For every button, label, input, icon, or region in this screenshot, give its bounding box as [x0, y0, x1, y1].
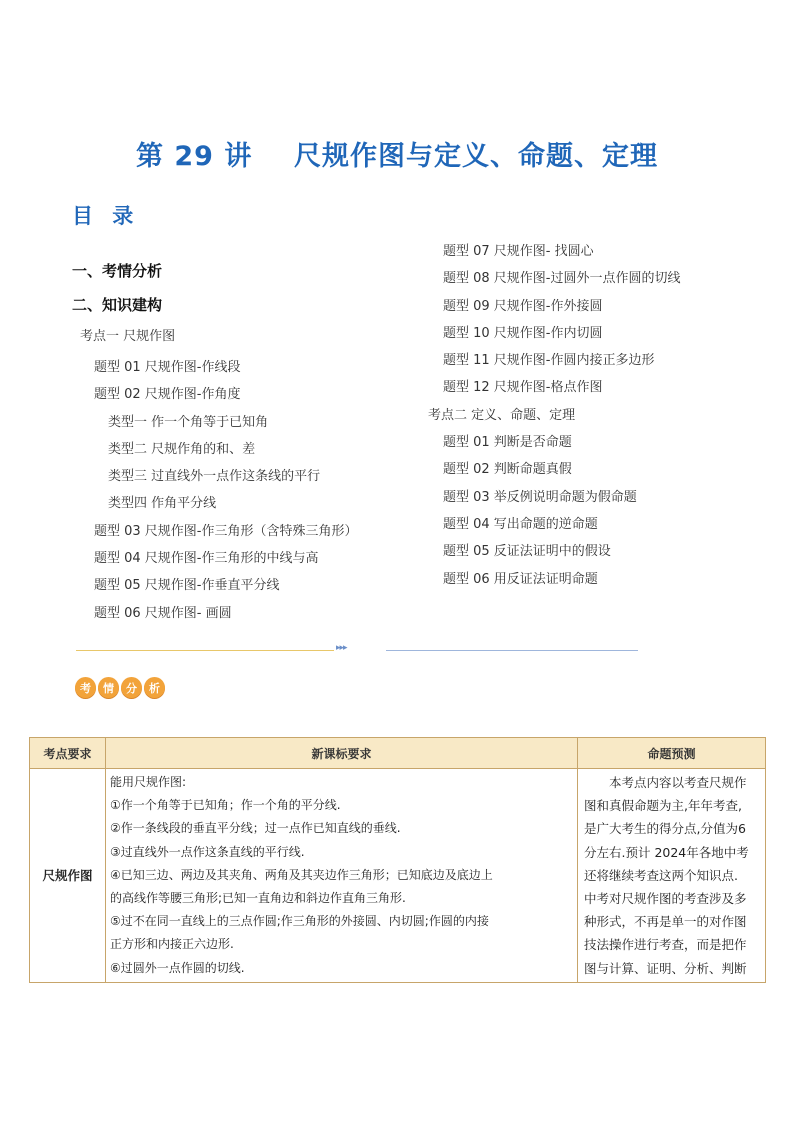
header-prediction: 命题预测: [578, 738, 766, 769]
toc-item[interactable]: 类型二 尺规作角的和、差: [108, 441, 256, 457]
toc-item[interactable]: 题型 03 举反例说明命题为假命题: [443, 489, 637, 505]
toc-item[interactable]: 题型 01 尺规作图-作线段: [94, 360, 241, 375]
toc-item[interactable]: 考点一 尺规作图: [80, 329, 176, 344]
requirement-line: ⑤过不在同一直线上的三点作圆;作三角形的外接圆、内切圆;作圆的内接: [110, 914, 489, 929]
toc-item[interactable]: 二、知识建构: [72, 296, 163, 314]
prediction-line: 还将继续考查这两个知识点.: [584, 867, 738, 883]
cell-prediction: [578, 769, 766, 983]
requirement-line: ①作一个角等于已知角；作一个角的平分线.: [110, 798, 341, 813]
requirement-line: ⑥过圆外一点作圆的切线.: [110, 960, 245, 975]
toc-item[interactable]: 题型 02 判断命题真假: [443, 462, 572, 478]
toc-item[interactable]: 题型 06 尺规作图- 画圆: [94, 605, 232, 621]
prediction-line: 是广大考生的得分点,分值为6: [584, 821, 746, 837]
requirement-line: 能用尺规作图:: [110, 775, 187, 789]
toc-item[interactable]: 类型四 作角平分线: [108, 496, 217, 512]
toc-item[interactable]: 题型 05 尺规作图-作垂直平分线: [94, 578, 280, 594]
prediction-line: 种形式，不再是单一的对作图: [584, 914, 747, 930]
requirement-line: ④已知三边、两边及其夹角、两角及其夹边作三角形；已知底边及底边上: [110, 867, 493, 882]
section-badge: [75, 677, 165, 698]
table-header-row: [30, 738, 766, 769]
badge-char: 析: [144, 677, 165, 698]
toc-item[interactable]: 类型三 过直线外一点作这条线的平行: [108, 469, 321, 485]
badge-char: 情: [98, 677, 119, 698]
toc-item[interactable]: 题型 04 尺规作图-作三角形的中线与高: [94, 551, 319, 567]
prediction-line: 中考对尺规作图的考查涉及多: [584, 891, 747, 907]
prediction-line: 技法操作进行考查，而是把作: [584, 937, 747, 953]
toc-left-column: [72, 259, 412, 627]
toc-right-column: [428, 238, 768, 593]
header-requirement: 新课标要求: [106, 738, 578, 769]
prediction-line: 图与计算、证明、分析、判断: [584, 960, 747, 976]
toc-item[interactable]: 题型 02 尺规作图-作角度: [94, 387, 241, 403]
badge-char: 考: [75, 677, 96, 698]
toc-item[interactable]: 一、考情分析: [72, 262, 163, 280]
requirement-line: ③过直线外一点作这条直线的平行线.: [110, 844, 305, 859]
toc-heading: 目 录: [72, 204, 140, 228]
prediction-line: 图和真假命题为主,年年考查,: [584, 798, 742, 814]
toc-item[interactable]: 题型 04 写出命题的逆命题: [443, 516, 598, 532]
toc-item[interactable]: 题型 06 用反证法证明命题: [443, 571, 598, 587]
toc-item[interactable]: 题型 07 尺规作图- 找圆心: [443, 244, 594, 259]
toc-item[interactable]: 题型 10 尺规作图-作内切圆: [443, 325, 603, 341]
requirement-line: 正方形和内接正六边形.: [110, 937, 234, 952]
badge-char: 分: [121, 677, 142, 698]
requirement-line: ②作一条线段的垂直平分线；过一点作已知直线的垂线.: [110, 821, 401, 836]
cell-point: 尺规作图: [30, 769, 106, 983]
header-point: 考点要求: [30, 738, 106, 769]
requirements-table: [29, 737, 766, 983]
toc-item[interactable]: 题型 08 尺规作图-过圆外一点作圆的切线: [443, 271, 681, 287]
toc-item[interactable]: 类型一 作一个角等于已知角: [108, 414, 269, 430]
toc-item[interactable]: 题型 01 判断是否命题: [443, 435, 572, 451]
divider-left: [76, 650, 334, 651]
page-title: 第 29 讲 尺规作图与定义、命题、定理: [136, 141, 658, 172]
toc-item[interactable]: 题型 12 尺规作图-格点作图: [443, 380, 603, 396]
toc-item[interactable]: 题型 03 尺规作图-作三角形（含特殊三角形）: [94, 523, 358, 539]
cell-requirements: [106, 769, 578, 983]
requirement-line: 的高线作等腰三角形;已知一直角边和斜边作直角三角形.: [110, 891, 406, 906]
divider-arrows-icon: ▸▸▸: [336, 643, 347, 653]
toc-item[interactable]: 考点二 定义、命题、定理: [428, 407, 576, 423]
toc-item[interactable]: 题型 05 反证法证明中的假设: [443, 544, 611, 560]
toc-item[interactable]: 题型 09 尺规作图-作外接圆: [443, 298, 603, 314]
table-row: [30, 769, 766, 983]
divider-right: [386, 650, 638, 651]
prediction-line: 分左右.预计 2024年各地中考: [584, 844, 749, 860]
toc-item[interactable]: 题型 11 尺规作图-作圆内接正多边形: [443, 353, 655, 369]
prediction-line: 本考点内容以考查尺规作: [584, 775, 747, 790]
